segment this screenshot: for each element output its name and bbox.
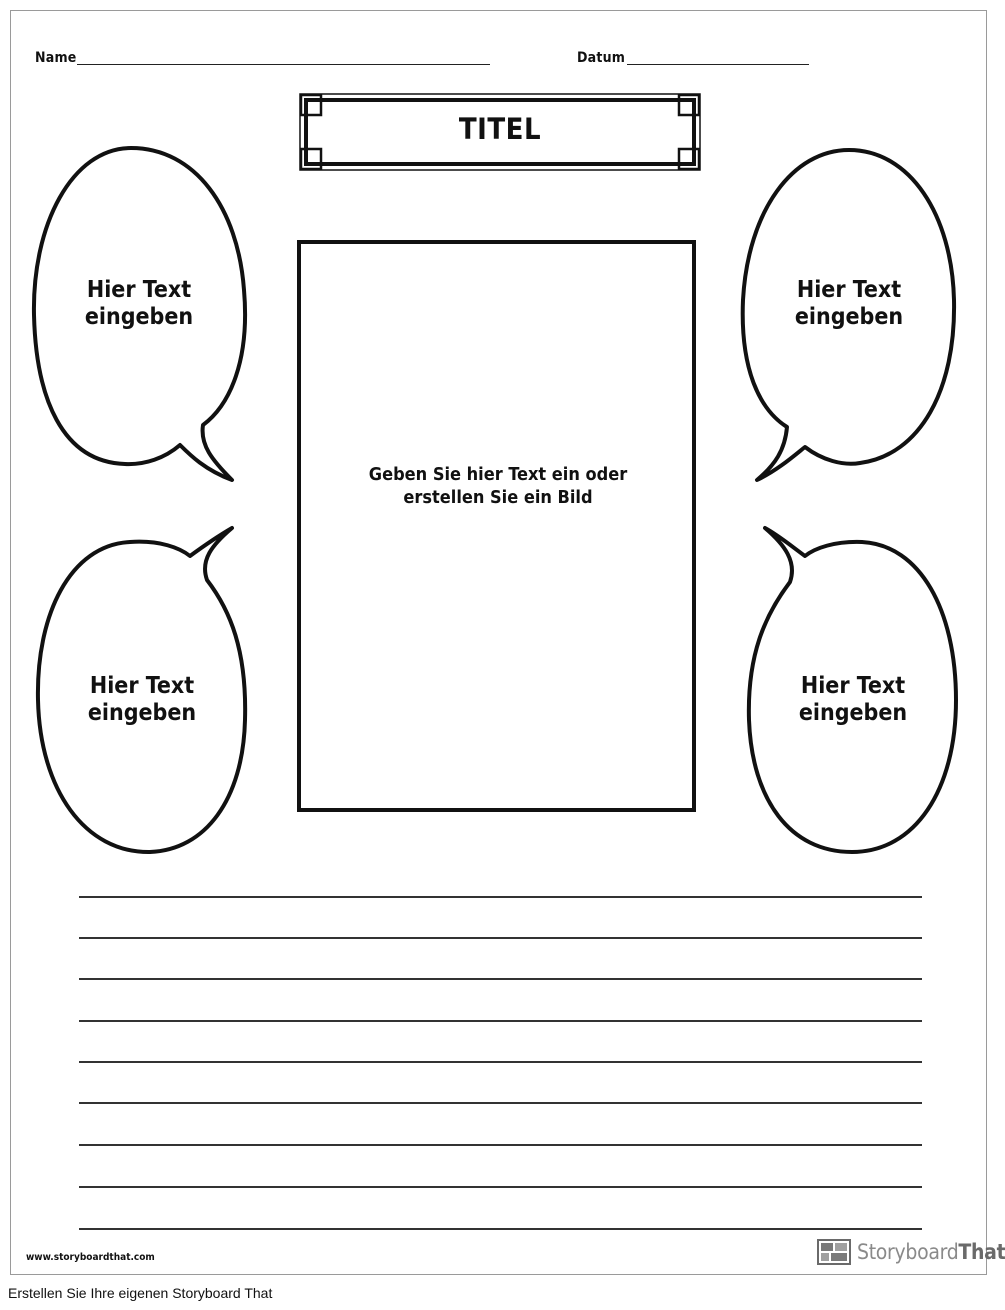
bubble-text-line2: eingeben [87, 700, 197, 726]
center-panel-text [320, 463, 676, 509]
bubble-text-top-left[interactable] [39, 277, 239, 331]
writing-line[interactable] [79, 1102, 922, 1104]
website-url: www.storyboardthat.com [26, 1252, 155, 1263]
bubble-text-bottom-right[interactable] [753, 673, 953, 727]
footer-caption-link[interactable]: Erstellen Sie Ihre eigenen Storyboard That [8, 1285, 273, 1301]
writing-line[interactable] [79, 1061, 922, 1063]
center-image-panel[interactable] [297, 240, 696, 812]
bubble-text-line1: Hier Text [796, 277, 902, 303]
bubble-text-bottom-left[interactable] [42, 673, 242, 727]
logo-text-regular: Storyboard [857, 1240, 959, 1264]
bubble-text-line2: eingeben [794, 304, 904, 330]
center-panel-text-line1: Geben Sie hier Text ein oder [368, 464, 628, 485]
bubble-text-top-right[interactable] [749, 277, 949, 331]
logo-wordmark [857, 1240, 1005, 1264]
writing-line[interactable] [79, 896, 922, 898]
storyboardthat-logo [817, 1237, 1005, 1267]
name-label: Name [35, 50, 77, 66]
writing-line[interactable] [79, 1144, 922, 1146]
writing-line[interactable] [79, 1228, 922, 1230]
date-label: Datum [577, 50, 626, 66]
writing-line[interactable] [79, 937, 922, 939]
center-panel-text-line2: erstellen Sie ein Bild [403, 487, 593, 508]
writing-line[interactable] [79, 978, 922, 980]
worksheet-title[interactable]: TITEL [458, 112, 542, 146]
bubble-text-line1: Hier Text [89, 673, 195, 699]
bubble-text-line2: eingeben [798, 700, 908, 726]
writing-line[interactable] [79, 1020, 922, 1022]
bubble-text-line2: eingeben [84, 304, 194, 330]
bubble-text-line1: Hier Text [800, 673, 906, 699]
storyboard-logo-icon [817, 1239, 851, 1265]
bubble-text-line1: Hier Text [86, 277, 192, 303]
writing-line[interactable] [79, 1186, 922, 1188]
logo-text-bold: That [958, 1240, 1005, 1264]
